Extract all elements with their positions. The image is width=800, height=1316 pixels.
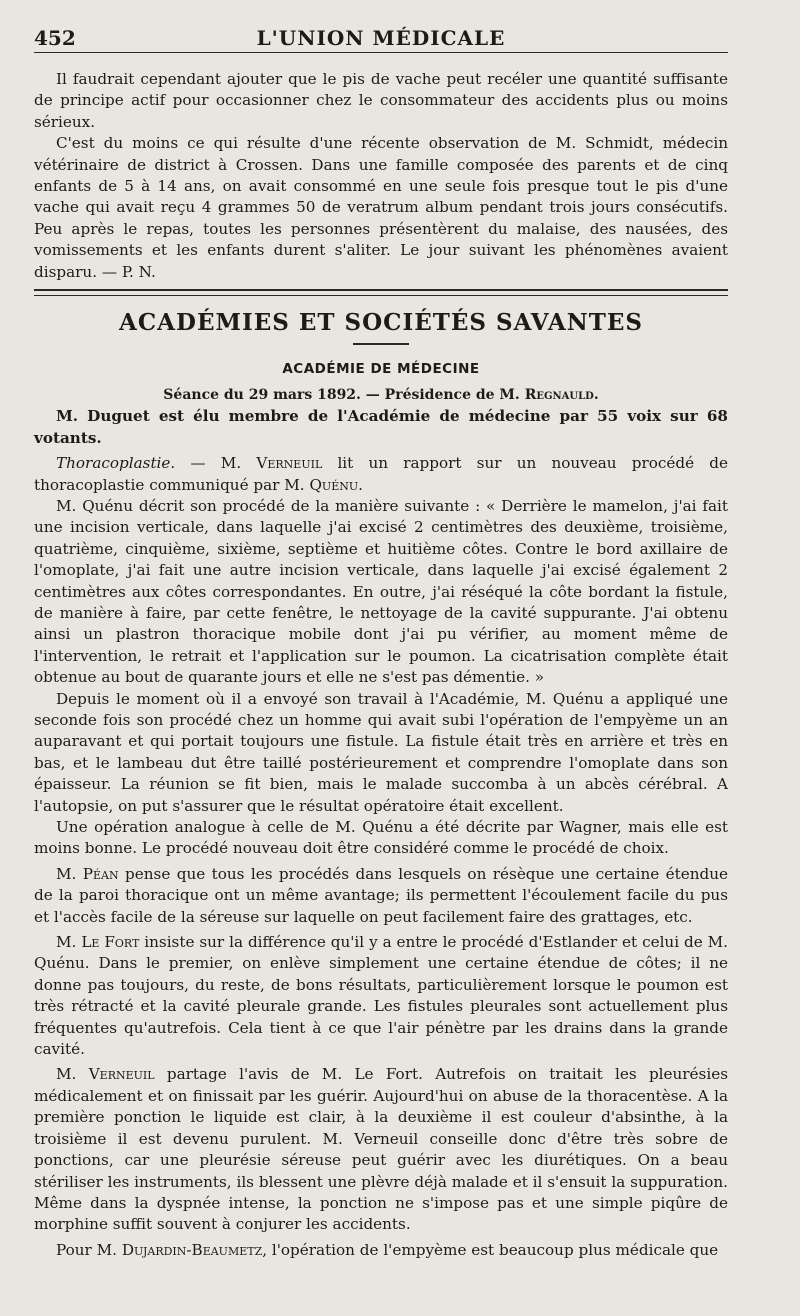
author-name: Le Fort xyxy=(81,933,140,952)
text-run: pense que tous les procédés dans lesquels on résèque une certaine étendue de la paroi thoracique ont un même avantage; ils permettent l'écoulement facile du pus et l'accès facile de la séreuse sur laquelle on peut facilement faire des grattages, etc. xyxy=(34,864,728,926)
thoracoplastie-title: Thoracoplastie. xyxy=(56,454,176,473)
text-run: — M. xyxy=(175,454,257,473)
page-header xyxy=(34,22,728,53)
election-paragraph: M. Duguet est élu membre de l'Académie de médecine par 55 voix sur 68 votants. xyxy=(34,407,728,447)
subsection-title: ACADÉMIE DE MÉDECINE xyxy=(282,361,480,378)
pean-paragraph xyxy=(34,864,728,928)
text-run: M. xyxy=(56,933,82,952)
quenu-quote-paragraph: M. Quénu décrit son procédé de la manière suivante : « Derrière le mamelon, j'ai fait une incision verticale, dans laquelle j'ai excisé 2 centimètres des deuxième, troisième, quatrième, cinquième, sixième, septième et huitième côtes. Contre le bord axillaire de l'omoplate, j'ai fait une autre incision verticale, dans laquelle j'ai excisé également 2 centimètres aux côtes correspondantes. En outre, j'ai réséqué la côte bordant la fistule, de manière à faire, par cette fenêtre, le nettoyage de la cavité suppurante. J'ai obtenu ainsi un plastron thoracique mobile dont j'ai pu vérifier, au moment même de l'intervention, le retrait et l'application sur le poumon. La cicatrisation complète était obtenue au bout de quarante jours et elle ne s'est pas démentie. » xyxy=(34,496,728,687)
session-line xyxy=(34,385,728,406)
text-run: Pour M. xyxy=(56,1240,122,1259)
text-run: lit un rapport sur un nouveau procédé de thoracoplastie communiqué par M. xyxy=(34,454,728,494)
text-run: partage l'avis de M. Le Fort. Autrefois on traitait les pleurésies médicalement et on finissait par les guérir. Aujourd'hui on abuse de la thoracentèse. A la première ponction le liquide est clair, à la deuxième il est couleur d'absinthe, à la troisième il est devenu purulent. M. Verneuil conseille donc d'être très sobre de ponctions, car une pleurésie séreuse peut guérir avec les diurétiques. On a beau stériliser les instruments, ils blessent une plèvre déjà malade et il s'ensuit la suppuration. Même dans la dyspnée intense, la ponction ne s'impose pas et une simple piqûre de morphine suffit souvent à conjurer les accidents. xyxy=(34,1065,728,1234)
text-run: insiste sur la différence qu'il y a entre le procédé d'Estlander et celui de M. Quénu. Dans le premier, on enlève simplement une certaine étendue de côtes; il ne donne pas toujours, du reste, de bons résultats, particulièrement lorsque le poumon est très rétracté et la cavité pleurale grande. Les fistules pleurales sont actuellement plus fréquentes qu'autrefois. Cela tient à ce que l'air pénètre par les drains dans la grande cavité. xyxy=(34,933,728,1059)
section-divider xyxy=(34,289,728,296)
page-number: 452 xyxy=(34,26,76,50)
text-run: M. xyxy=(56,1065,89,1084)
session-suffix: . xyxy=(593,386,599,403)
session-prefix: Séance du 29 mars 1892. — Présidence de M. xyxy=(163,386,525,403)
author-name: Dujardin-Beaumetz xyxy=(121,1240,263,1259)
quenu-second-case-paragraph: Depuis le moment où il a envoyé son travail à l'Académie, M. Quénu a appliqué une seconde fois son procédé chez un homme qui avait subi l'opération de l'empyème un an auparavant et qui portait toujours une fistule. La fistule était très en arrière et très en bas, et le lambeau dut être taillé postérieurement et comprendre l'omoplate dans son épaisseur. La réunion se fit bien, mais le malade succomba à un abcès cérébral. A l'autopsie, on put s'assurer que le résultat opératoire était excellent. xyxy=(34,689,728,815)
text-run: , l'opération de l'empyème est beaucoup plus médicale que xyxy=(262,1240,719,1259)
wagner-paragraph: Une opération analogue à celle de M. Quénu a été décrite par Wagner, mais elle est moins bonne. Le procédé nouveau doit être considéré comme le procédé de choix. xyxy=(34,818,728,858)
text-run: . xyxy=(358,475,363,494)
dujardin-paragraph xyxy=(34,1240,728,1261)
author-name: Péan xyxy=(82,864,119,883)
thoracoplastie-intro xyxy=(34,453,728,496)
intro-paragraph-2: C'est du moins ce qui résulte d'une récente observation de M. Schmidt, médecin vétérinaire de district à Crossen. Dans une famille composée des parents et de cinq enfants de 5 à 14 ans, on avait consommé en une seule fois presque tout le pis d'une vache qui avait reçu 4 grammes 50 de veratrum album pendant trois jours consécutifs. Peu après le repas, toutes les personnes présentèrent du malaise, des nausées, des vomissements et les enfants durent s'aliter. Le jour suivant les phénomènes avaient disparu. — P. N. xyxy=(34,134,728,281)
lefort-paragraph xyxy=(34,932,728,1060)
session-president: Regnauld xyxy=(524,386,594,403)
author-name: Verneuil xyxy=(88,1065,155,1084)
text-run: M. xyxy=(56,864,83,883)
author-name: Quénu xyxy=(309,475,359,494)
title-underline xyxy=(353,343,409,345)
article-body xyxy=(34,69,728,1261)
verneuil-paragraph xyxy=(34,1064,728,1235)
intro-paragraph-1: Il faudrait cependant ajouter que le pis de vache peut recéler une quantité suffisante de principe actif pour occasionner chez le consommateur des accidents plus ou moins sérieux. xyxy=(34,70,728,131)
author-name: Verneuil xyxy=(256,454,323,473)
section-title: ACADÉMIES ET SOCIÉTÉS SAVANTES xyxy=(119,309,643,337)
running-title: L'UNION MÉDICALE xyxy=(256,26,506,50)
